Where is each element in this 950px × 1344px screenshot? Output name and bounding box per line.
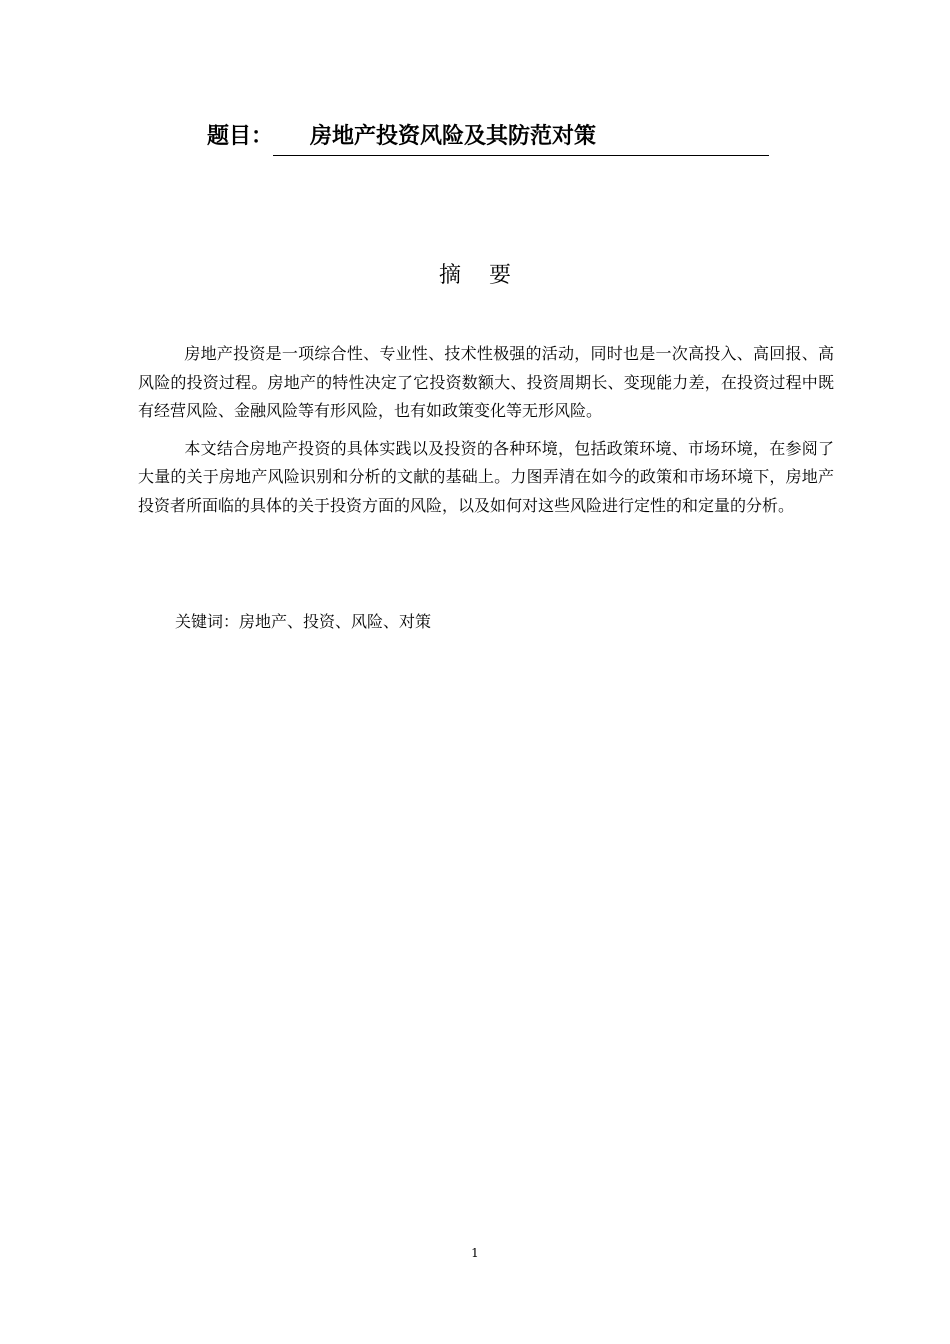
title-label: 题目： (207, 124, 274, 149)
document-title: 房地产投资风险及其防范对策 (273, 122, 769, 156)
title-row (207, 120, 769, 156)
abstract-paragraph-2: 本文结合房地产投资的具体实践以及投资的各种环境，包括政策环境、市场环境，在参阅了大量的关于房地产风险识别和分析的文献的基础上。力图弄清在如今的政策和市场环境下，房地产投资者所面临的具体的关于投资方面的风险，以及如何对这些风险进行定性的和定量的分析。 (138, 438, 834, 515)
abstract-body (138, 340, 834, 529)
page-number: 1 (471, 1246, 479, 1260)
keywords: 关键词：房地产、投资、风险、对策 (175, 612, 432, 631)
abstract-paragraph-1: 房地产投资是一项综合性、专业性、技术性极强的活动，同时也是一次高投入、高回报、高风险的投资过程。房地产的特性决定了它投资数额大、投资周期长、变现能力差，在投资过程中既有经营风险、金融风险等有形风险，也有如政策变化等无形风险。 (138, 344, 834, 420)
abstract-heading: 摘要 (438, 263, 539, 288)
